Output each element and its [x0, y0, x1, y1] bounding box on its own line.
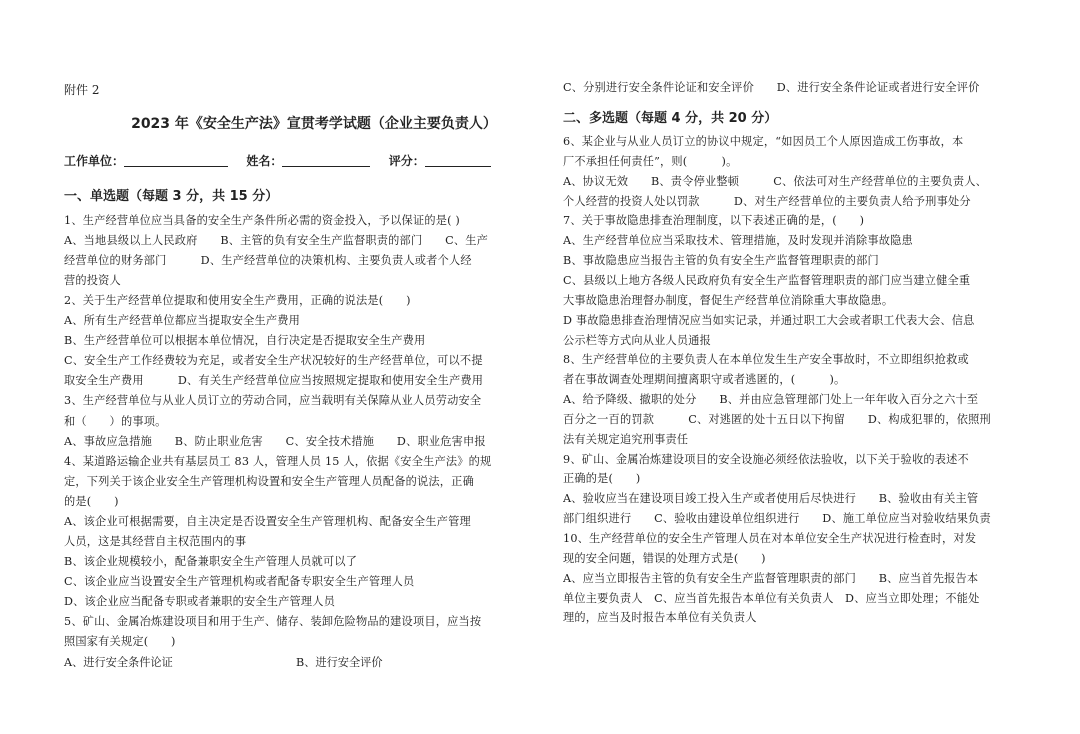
question-text-line: A、所有生产经营单位都应当提取安全生产费用 [64, 314, 301, 328]
question-text-line: 营的投资人 [64, 274, 121, 288]
question-text-line: 3、生产经营单位与从业人员订立的劳动合同，应当载明有关保障从业人员劳动安全 [64, 394, 482, 408]
question-text-line: 定，下列关于该企业安全生产管理机构设置和安全生产管理人员配备的说法，正确 [64, 474, 474, 488]
question-text-line: 5、矿山、金属冶炼建设项目和用于生产、储存、装卸危险物品的建设项目，应当按 [64, 615, 482, 628]
question-text-line: 单位主要负责人 C、应当首先报告本单位有关负责人 D、应当立即处理；不能处 [563, 591, 980, 605]
question-text-line: A、应当立即报告主管的负有安全生产监督管理职责的部门 B、应当首先报告本 [563, 571, 979, 585]
question-text-line: 法有关规定追究刑事责任 [563, 432, 689, 446]
info-line [64, 152, 491, 169]
question-text-line: B、事故隐患应当报告主管的负有安全生产监督管理职责的部门 [563, 254, 879, 268]
question-text-line: C、该企业应当设置安全生产管理机构或者配备专职安全生产管理人员 [64, 574, 415, 588]
question-text-line: 4、某道路运输企业共有基层员工 83 人，管理人员 15 人，依据《安全生产法》的规 [64, 454, 492, 468]
exam-title: 2023 年《安全生产法》宣贯考学试题（企业主要负责人） [131, 116, 497, 132]
question-text-line: B、生产经营单位可以根据本单位情况，自行决定是否提取安全生产费用 [64, 334, 426, 348]
question-text-line: 1、生产经营单位应当具备的安全生产条件所必需的资金投入，予以保证的是( ) [64, 214, 460, 227]
question-text-line: 个人经营的投资人处以罚款 D、对生产经营单位的主要负责人给予刑事处分 [563, 194, 971, 208]
question-text-line: 经营单位的财务部门 D、生产经营单位的决策机构、主要负责人或者个人经 [64, 254, 472, 268]
question-text-line: A、协议无效 B、责令停业整顿 C、依法可对生产经营单位的主要负责人、 [563, 174, 988, 188]
question-text-line: 2、关于生产经营单位提取和使用安全生产费用，正确的说法是( ) [64, 294, 411, 308]
question-text-line: 公示栏等方式向从业人员通报 [563, 333, 712, 347]
question-text-line: 8、生产经营单位的主要负责人在本单位发生生产安全事故时，不立即组织抢救或 [563, 353, 969, 367]
question-text-line: 者在事故调查处理期间擅离职守或者逃匿的，( )。 [563, 373, 846, 387]
question-text-line: 10、生产经营单位的安全生产管理人员在对本单位安全生产状况进行检查时，对发 [563, 532, 977, 545]
question-text-line: 人员，这是其经营自主权范围内的事 [64, 534, 247, 548]
question-text-line: 7、关于事故隐患排查治理制度，以下表述正确的是，( ) [563, 214, 865, 228]
question-text-line: 6、某企业与从业人员订立的协议中规定，“如因员工个人原因造成工伤事故，本 [563, 135, 964, 148]
name-blank [282, 154, 370, 167]
question-text-line: A、给予降级、撤职的处分 B、并由应急管理部门处上一年年收入百分之六十至 [563, 393, 979, 407]
q5-options-cd: C、分别进行安全条件论证和安全评价 D、进行安全条件论证或者进行安全评价 [563, 81, 980, 94]
question-text-line: 厂不承担任何责任”，则( )。 [563, 154, 738, 168]
question-text-line: 的是( ) [64, 494, 119, 508]
question-text-line: 和（ ）的事项。 [64, 414, 167, 428]
question-text-line: 9、矿山、金属冶炼建设项目的安全设施必须经依法验收，以下关于验收的表述不 [563, 452, 969, 466]
question-text-line: 大事故隐患治理督办制度，督促生产经营单位消除重大事故隐患。 [563, 293, 894, 307]
question-text-line: C、安全生产工作经费较为充足，或者安全生产状况较好的生产经营单位，可以不提 [64, 354, 483, 368]
unit-label: 工作单位： [64, 154, 125, 168]
question-text-line: 理的，应当及时报告本单位有关负责人 [563, 611, 757, 625]
question-text-line: B、该企业规模较小，配备兼职安全生产管理人员就可以了 [64, 554, 358, 568]
question-text-line: 现的安全问题，错误的处理方式是( ) [563, 551, 766, 565]
q5-option-a: A、进行安全条件论证 [64, 656, 173, 669]
question-text-line: C、县级以上地方各级人民政府负有安全生产监督管理职责的部门应当建立健全重 [563, 273, 971, 287]
question-text-line: 正确的是( ) [563, 472, 641, 486]
question-text-line: 取安全生产费用 D、有关生产经营单位应当按照规定提取和使用安全生产费用 [64, 374, 484, 388]
section-multiple-choice: 二、多选题（每题 4 分，共 20 分） [563, 111, 778, 126]
question-text-line: 百分之一百的罚款 C、对逃匿的处十五日以下拘留 D、构成犯罪的，依照刑 [563, 412, 991, 426]
attachment-label: 附件 2 [64, 83, 100, 97]
question-text-line: A、生产经营单位应当采取技术、管理措施，及时发现并消除事故隐患 [563, 234, 913, 248]
question-text-line: 部门组织进行 C、验收由建设单位组织进行 D、施工单位应当对验收结果负责 [563, 512, 991, 526]
q5-option-b: B、进行安全评价 [296, 656, 383, 669]
question-text-line: A、事故应急措施 B、防止职业危害 C、安全技术措施 D、职业危害申报 [64, 434, 486, 448]
score-blank [425, 154, 491, 167]
question-text-line: 照国家有关规定( ) [64, 635, 176, 649]
unit-blank [124, 154, 228, 167]
question-text-line: A、该企业可根据需要，自主决定是否设置安全生产管理机构、配备安全生产管理 [64, 514, 471, 528]
question-text-line: D、该企业应当配备专职或者兼职的安全生产管理人员 [64, 594, 336, 608]
question-text-line: A、当地县级以上人民政府 B、主管的负有安全生产监督职责的部门 C、生产 [64, 234, 489, 248]
question-text-line: A、验收应当在建设项目竣工投入生产或者使用后尽快进行 B、验收由有关主管 [563, 492, 979, 506]
question-text-line: D 事故隐患排查治理情况应当如实记录，并通过职工大会或者职工代表大会、信息 [563, 313, 975, 327]
name-label: 姓名： [246, 154, 283, 168]
score-label: 评分： [388, 154, 425, 168]
section-single-choice: 一、单选题（每题 3 分，共 15 分） [64, 189, 279, 204]
